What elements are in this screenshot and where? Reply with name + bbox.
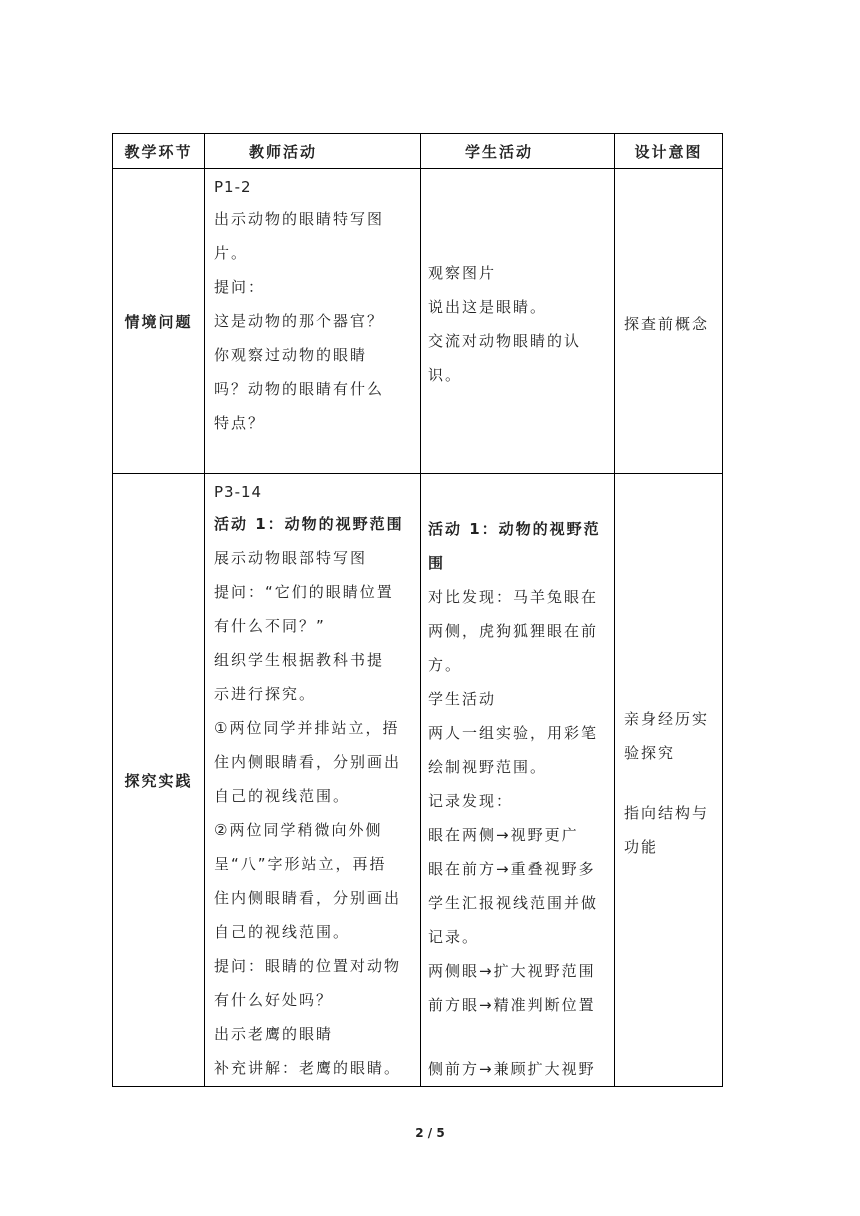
- text-line: 你观察过动物的眼睛: [214, 346, 368, 364]
- activity-title: 活动 1：动物的视野范围: [214, 515, 404, 533]
- text-line: 特点？: [214, 414, 266, 432]
- lesson-plan-table: [112, 133, 723, 1087]
- text-line: 方。: [428, 656, 463, 674]
- text-line: 说出这是眼睛。: [428, 297, 548, 316]
- text-line: 呈“八”字形站立，再捂: [214, 855, 387, 873]
- student-cell: [421, 474, 615, 1087]
- text-line: 片。: [214, 244, 249, 262]
- table-row: [113, 474, 723, 1087]
- text-line: 学生汇报视线范围并做: [428, 894, 599, 912]
- text-line: 吗？动物的眼睛有什么: [214, 380, 385, 398]
- text-line: 提问：“它们的眼睛位置: [214, 583, 394, 601]
- text-line: 亲身经历实: [624, 709, 710, 728]
- text-line: 前方眼→精准判断位置: [428, 996, 596, 1014]
- table-row: [113, 169, 723, 474]
- text-line: 眼在前方→重叠视野多: [428, 860, 596, 878]
- text-line: 两侧眼→扩大视野范围: [428, 962, 596, 980]
- stage-cell: 情境问题: [113, 169, 205, 474]
- text-line: 这是动物的那个器官？: [214, 312, 385, 330]
- intent-cell: [615, 474, 723, 1087]
- header-teacher: 教师活动: [205, 134, 421, 169]
- text-line: 自己的视线范围。: [214, 787, 351, 805]
- text-line: 对比发现：马羊兔眼在: [428, 588, 599, 606]
- text-line: 住内侧眼睛看，分别画出: [214, 753, 402, 771]
- activity-title: 围: [428, 554, 446, 572]
- text-line: 交流对动物眼睛的认: [428, 331, 582, 350]
- activity-title: 活动 1：动物的视野范: [428, 520, 601, 538]
- text-line: 观察图片: [428, 263, 497, 282]
- stage-cell: 探究实践: [113, 474, 205, 1087]
- text-line: 眼在两侧→视野更广: [428, 826, 579, 844]
- text-line: 出示动物的眼睛特写图: [214, 210, 385, 228]
- text-line: 侧前方→兼顾扩大视野: [428, 1060, 596, 1078]
- text-line: 有什么好处吗？: [214, 991, 334, 1009]
- page-number: 2 / 5: [415, 1126, 445, 1140]
- text-line: ①两位同学并排站立，捂: [214, 719, 400, 737]
- text-line: 指向结构与: [624, 803, 710, 822]
- teacher-cell: [205, 474, 421, 1087]
- page-ref: P1-2: [214, 178, 252, 196]
- header-intent: 设计意图: [615, 134, 723, 169]
- header-row: [113, 134, 723, 169]
- header-stage: 教学环节: [113, 134, 205, 169]
- text-line: 出示老鹰的眼睛: [214, 1025, 334, 1043]
- text-line: 有什么不同？”: [214, 617, 326, 635]
- text-line: 两人一组实验，用彩笔: [428, 724, 599, 742]
- text-line: 示进行探究。: [214, 685, 317, 703]
- text-line: 自己的视线范围。: [214, 923, 351, 941]
- text-line: 提问：眼睛的位置对动物: [214, 957, 402, 975]
- text-line: 识。: [428, 365, 463, 384]
- text-line: 记录发现：: [428, 792, 514, 810]
- text-line: 记录。: [428, 928, 480, 946]
- page-ref: P3-14: [214, 483, 263, 501]
- text-line: 展示动物眼部特写图: [214, 549, 368, 567]
- student-cell: [421, 169, 615, 474]
- text-line: 验探究: [624, 743, 676, 762]
- text-line: 绘制视野范围。: [428, 758, 548, 776]
- text-line: ②两位同学稍微向外侧: [214, 821, 383, 839]
- text-line: 学生活动: [428, 690, 497, 708]
- text-line: 住内侧眼睛看，分别画出: [214, 889, 402, 907]
- text-line: 组织学生根据教科书提: [214, 651, 385, 669]
- header-student: 学生活动: [421, 134, 615, 169]
- text-line: 探查前概念: [624, 314, 710, 333]
- text-line: 两侧，虎狗狐狸眼在前: [428, 622, 599, 640]
- text-line: 功能: [624, 837, 659, 856]
- teacher-cell: [205, 169, 421, 474]
- intent-cell: [615, 169, 723, 474]
- text-line: 补充讲解：老鹰的眼睛。: [214, 1059, 402, 1077]
- text-line: 提问：: [214, 278, 266, 296]
